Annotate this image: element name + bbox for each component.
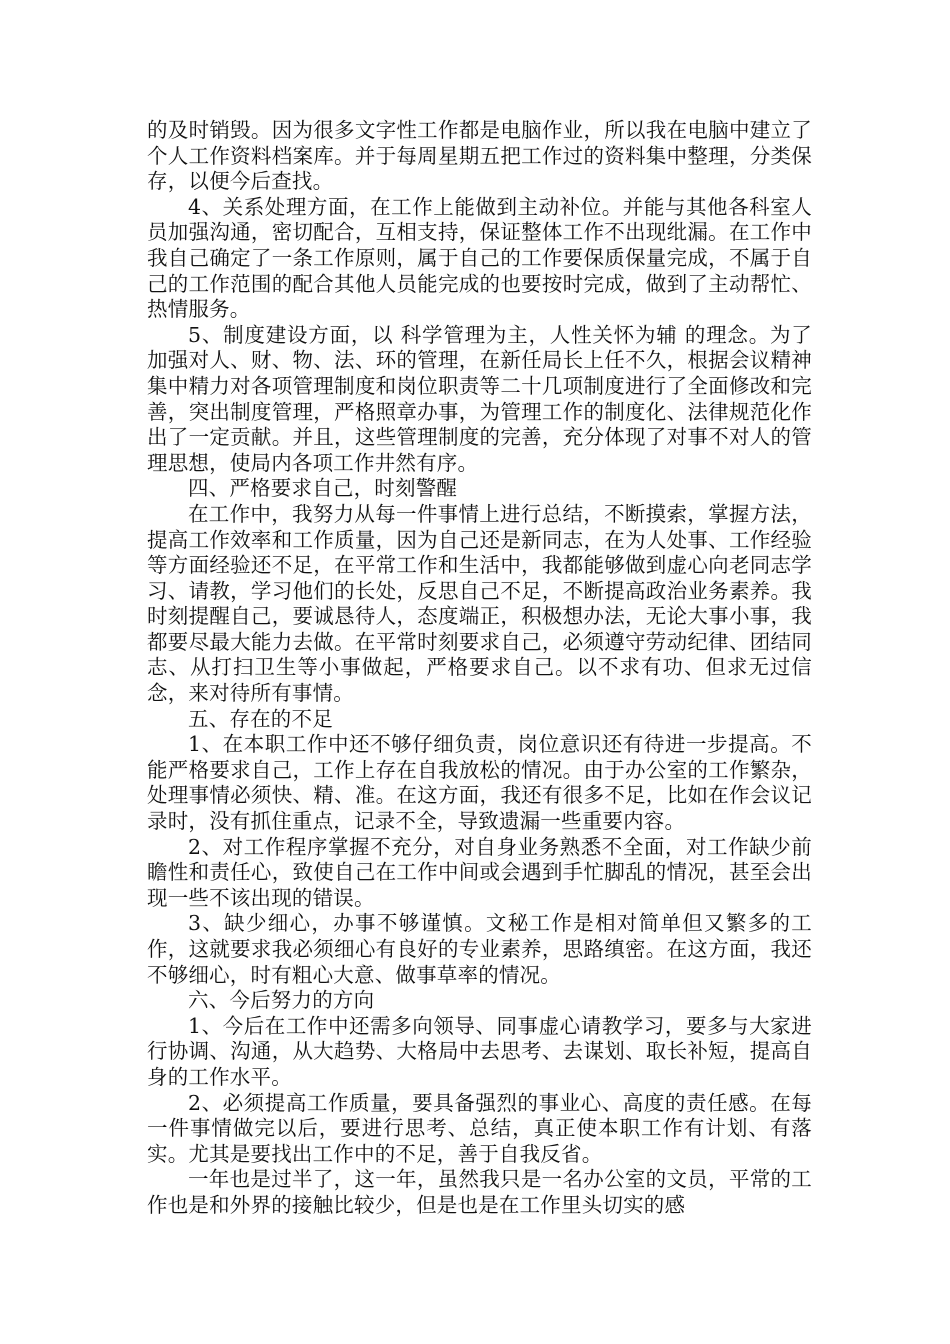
paragraph-shortcoming-1: 1、在本职工作中还不够仔细负责，岗位意识还有待进一步提高。不能严格要求自己，工作上存在自我放松的情况。由于办公室的工作繁杂，处理事情必须快、精、准。在这方面，我还有很多不足，比如在作会议记录时，没有抓住重点，记录不全，导致遗漏一些重要内容。 (147, 732, 812, 834)
paragraph-direction-1: 1、今后在工作中还需多向领导、同事虚心请教学习，要多与大家进行协调、沟通，从大趋势、大格局中去思考、去谋划、取长补短，提高自身的工作水平。 (147, 1013, 812, 1089)
paragraph-closing: 一年也是过半了，这一年，虽然我只是一名办公室的文员，平常的工作也是和外界的接触比较少，但是也是在工作里头切实的感 (147, 1167, 812, 1217)
paragraph-relations: 4、关系处理方面，在工作上能做到主动补位。并能与其他各科室人员加强沟通，密切配合，互相支持，保证整体工作不出现纰漏。在工作中我自己确定了一条工作原则，属于自己的工作要保质保量完成，不属于自己的工作范围的配合其他人员能完成的也要按时完成，做到了主动帮忙、热情服务。 (147, 194, 812, 322)
paragraph-shortcoming-3: 3、缺少细心，办事不够谨慎。文秘工作是相对简单但又繁多的工作，这就要求我必须细心有良好的专业素养，思路缜密。在这方面，我还不够细心，时有粗心大意、做事草率的情况。 (147, 911, 812, 987)
document-page (147, 118, 812, 1219)
paragraph-self-discipline: 在工作中，我努力从每一件事情上进行总结，不断摸索，掌握方法，提高工作效率和工作质量，因为自己还是新同志，在为人处事、工作经验等方面经验还不足，在平常工作和生活中，我都能够做到虚心向老同志学习、请教，学习他们的长处，反思自己不足，不断提高政治业务素养。我时刻提醒自己，要诚恳待人，态度端正，积极想办法，无论大事小事，我都要尽最大能力去做。在平常时刻要求自己，必须遵守劳动纪律、团结同志、从打扫卫生等小事做起，严格要求自己。以不求有功、但求无过信念，来对待所有事情。 (147, 501, 812, 706)
section-heading-5: 五、存在的不足 (188, 706, 333, 731)
paragraph-shortcoming-2: 2、对工作程序掌握不充分，对自身业务熟悉不全面，对工作缺少前瞻性和责任心，致使自己在工作中间或会遇到手忙脚乱的情况，甚至会出现一些不该出现的错误。 (147, 834, 812, 910)
paragraph-archive: 的及时销毁。因为很多文字性工作都是电脑作业，所以我在电脑中建立了个人工作资料档案库。并于每周星期五把工作过的资料集中整理，分类保存，以便今后查找。 (147, 118, 812, 194)
paragraph-direction-2: 2、必须提高工作质量，要具备强烈的事业心、高度的责任感。在每一件事情做完以后，要进行思考、总结，真正使本职工作有计划、有落实。尤其是要找出工作中的不足，善于自我反省。 (147, 1090, 812, 1166)
section-heading-6: 六、今后努力的方向 (188, 988, 375, 1013)
paragraph-system-building: 5、制度建设方面，以 科学管理为主，人性关怀为辅 的理念。为了加强对人、财、物、法、环的管理，在新任局长上任不久，根据会议精神集中精力对各项管理制度和岗位职责等二十几项制度进行了全面修改和完善，突出制度管理，严格照章办事，为管理工作的制度化、法律规范化作出了一定贡献。并且，这些管理制度的完善，充分体现了对事不对人的管理思想，使局内各项工作井然有序。 (147, 322, 812, 475)
section-heading-4: 四、严格要求自己，时刻警醒 (188, 476, 458, 501)
